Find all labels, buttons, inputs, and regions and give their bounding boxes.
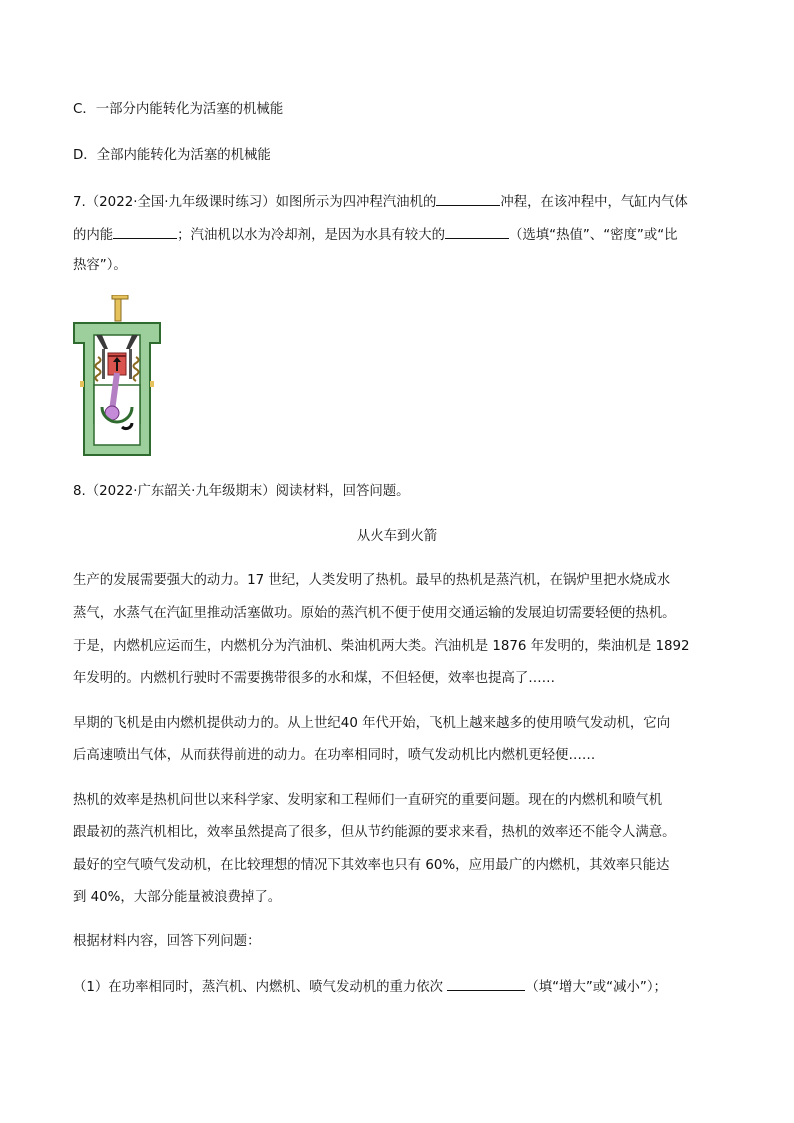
option-d: D．全部内能转化为活塞的机械能 — [73, 148, 271, 163]
question-7-line-2 — [73, 224, 678, 246]
question-7-line-3: 热容”）。 — [73, 258, 127, 273]
q7-text-d: ；汽油机以水为冷却剂，是因为水具有较大的 — [177, 228, 445, 243]
answer-blank-weight-trend[interactable] — [447, 976, 525, 991]
q7-text-b: 冲程，在该冲程中，气缸内气体 — [500, 195, 688, 210]
article-paragraph-2-line-1: 早期的飞机是由内燃机提供动力的。从上世纪40 年代开始，飞机上越来越多的使用喷气发动机，它向 — [73, 716, 671, 731]
article-paragraph-1-line-4: 年发明的。内燃机行驶时不需要携带很多的水和煤，不但轻便，效率也提高了…… — [73, 671, 556, 686]
article-paragraph-2-line-2: 后高速喷出气体，从而获得前进的动力。在功率相同时，喷气发动机比内燃机更轻便…… — [73, 748, 596, 763]
question-7-line-1 — [73, 191, 688, 213]
article-paragraph-1-line-1: 生产的发展需要强大的动力。17 世纪，人类发明了热机。最早的热机是蒸汽机，在锅炉里把水烧成水 — [73, 573, 671, 588]
engine-icon — [72, 295, 162, 457]
four-stroke-engine-diagram — [72, 295, 162, 457]
q7-text-c: 的内能 — [73, 228, 114, 243]
article-paragraph-3-line-3: 最好的空气喷气发动机，在比较理想的情况下其效率也只有 60%，应用最广的内燃机，其效率只能达 — [73, 858, 670, 873]
sub1-text-a: （1）在功率相同时，蒸汽机、内燃机、喷气发动机的重力依次 — [73, 980, 444, 995]
q7-text-e: （选填“热值”、“密度”或“比 — [508, 228, 678, 243]
article-paragraph-1-line-2: 蒸气，水蒸气在汽缸里推动活塞做功。原始的蒸汽机不便于使用交通运输的发展迫切需要轻便的热机。 — [73, 606, 676, 621]
answer-blank-property[interactable] — [445, 224, 509, 239]
question-8-sub-1 — [73, 976, 667, 998]
article-paragraph-1-line-3: 于是，内燃机应运而生，内燃机分为汽油机、柴油机两大类。汽油机是 1876 年发明的，柴油机是 1892 — [73, 639, 690, 654]
question-8-prompt: 根据材料内容，回答下列问题： — [73, 934, 261, 949]
answer-blank-internal-energy[interactable] — [113, 224, 177, 239]
question-8-header: 8.（2022·广东韶关·九年级期末）阅读材料，回答问题。 — [73, 484, 410, 499]
article-paragraph-3-line-1: 热机的效率是热机问世以来科学家、发明家和工程师们一直研究的重要问题。现在的内燃机和喷气机 — [73, 793, 663, 808]
article-title: 从火车到火箭 — [356, 529, 438, 544]
option-c: C．一部分内能转化为活塞的机械能 — [73, 102, 284, 117]
sub1-text-b: （填“增大”或“减小”）； — [525, 980, 667, 995]
answer-blank-stroke[interactable] — [436, 191, 500, 206]
q7-text-a: 7.（2022·全国·九年级课时练习）如图所示为四冲程汽油机的 — [73, 195, 437, 210]
article-paragraph-3-line-4: 到 40%，大部分能量被浪费掉了。 — [73, 890, 282, 905]
article-paragraph-3-line-2: 跟最初的蒸汽机相比，效率虽然提高了很多，但从节约能源的要求来看，热机的效率还不能令人满意。 — [73, 825, 676, 840]
